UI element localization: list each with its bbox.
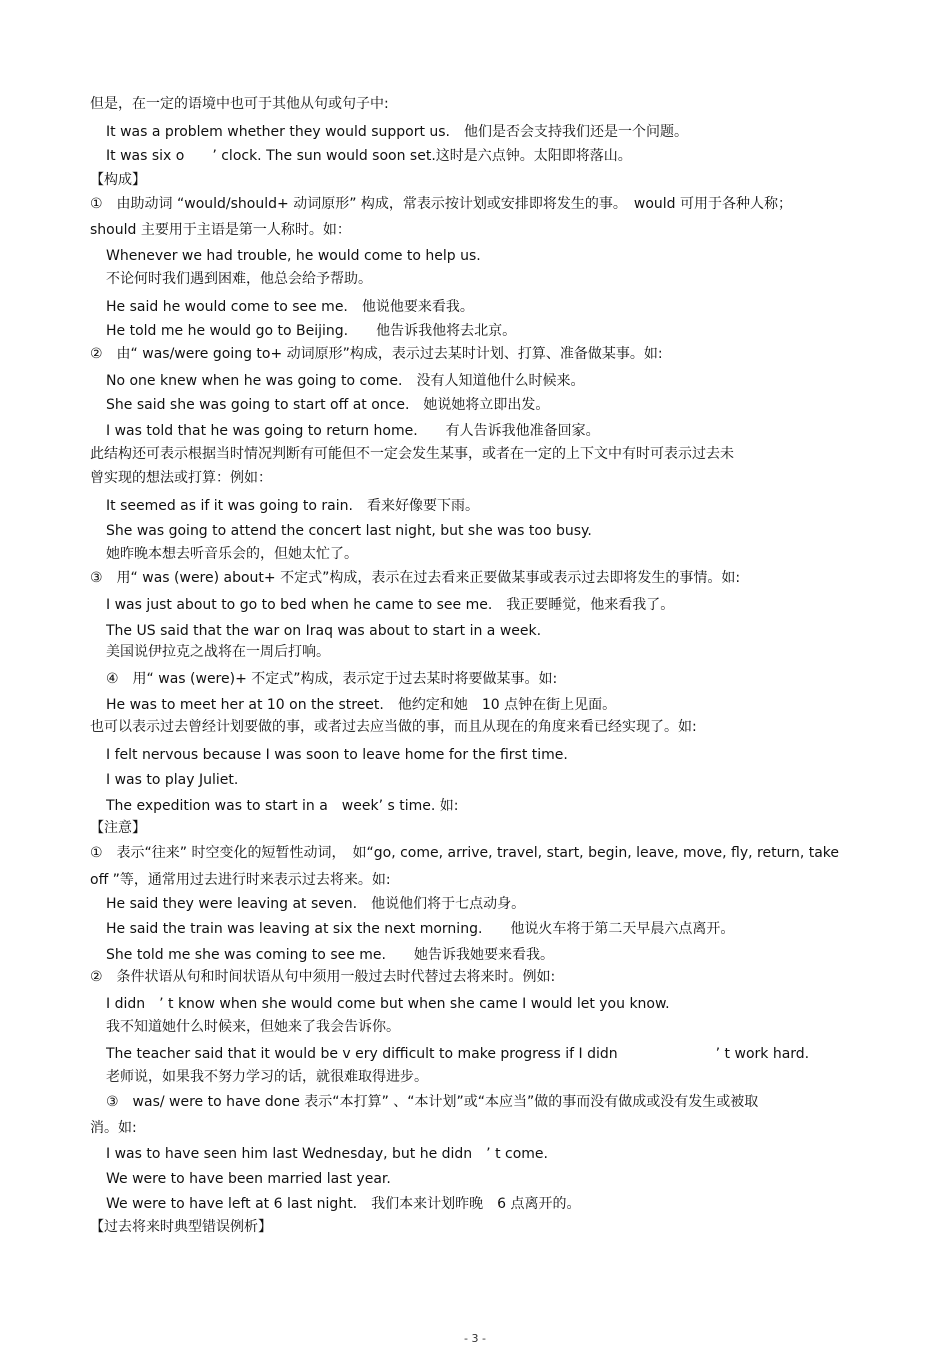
example-translation: 她昨晚本想去听音乐会的，但她太忙了。 — [106, 546, 358, 562]
paragraph-text: 此结构还可表示根据当时情况判断有可能但不一定会发生某事，或者在一定的上下文中有时可表示过去未 — [90, 446, 734, 462]
rule-text: ② 由“ was/were going to+ 动词原形”构成，表示过去某时计划、打算、准备做某事。如: — [90, 346, 663, 362]
example-sentence: I was to have seen him last Wednesday, but he didn ’ t come. — [106, 1146, 548, 1162]
rule-text: ③ 用“ was (were) about+ 不定式”构成，表示在过去看来正要做某事或表示过去即将发生的事情。如: — [90, 570, 741, 586]
rule-text: 消。如: — [90, 1120, 137, 1136]
example-translation: 美国说伊拉克之战将在一周后打响。 — [106, 644, 330, 660]
example-sentence: I felt nervous because I was soon to leave home for the first time. — [106, 747, 568, 763]
section-heading: 【过去将来时典型错误例析】 — [90, 1219, 272, 1235]
example-sentence: She said she was going to start off at once. 她说她将立即出发。 — [106, 397, 550, 413]
example-sentence: He was to meet her at 10 on the street. 他约定和她 10 点钟在街上见面。 — [106, 697, 617, 713]
example-sentence: He said the train was leaving at six the next morning. 他说火车将于第二天早晨六点离开。 — [106, 921, 735, 937]
rule-text: ④ 用“ was (were)+ 不定式”构成，表示定于过去某时将要做某事。如: — [106, 671, 558, 687]
example-sentence: It was six o ’ clock. The sun would soon set.这时是六点钟。太阳即将落山。 — [106, 148, 632, 164]
rule-text: ① 表示“往来” 时空变化的短暂性动词， 如“go, come, arrive, travel, start, begin, leave, move, fly, return, take — [90, 845, 840, 861]
example-sentence: She told me she was coming to see me. 她告诉我她要来看我。 — [106, 947, 554, 963]
example-translation: 不论何时我们遇到困难，他总会给予帮助。 — [106, 271, 372, 287]
paragraph-text: 曾实现的想法或打算：例如： — [90, 470, 272, 486]
example-sentence: I was just about to go to bed when he came to see me. 我正要睡觉，他来看我了。 — [106, 597, 675, 613]
rule-text: should 主要用于主语是第一人称时。如： — [90, 222, 351, 238]
example-sentence: I was told that he was going to return home. 有人告诉我他准备回家。 — [106, 423, 600, 439]
rule-text: ② 条件状语从句和时间状语从句中须用一般过去时代替过去将来时。例如: — [90, 969, 556, 985]
example-sentence: Whenever we had trouble, he would come to help us. — [106, 248, 481, 264]
example-sentence: He told me he would go to Beijing. 他告诉我他将去北京。 — [106, 323, 517, 339]
example-sentence: We were to have left at 6 last night. 我们本来计划昨晚 6 点离开的。 — [106, 1196, 581, 1212]
section-heading: 【注意】 — [90, 820, 146, 836]
example-sentence: He said they were leaving at seven. 他说他们将于七点动身。 — [106, 896, 526, 912]
page-number: - 3 - — [464, 1332, 486, 1345]
example-sentence: The expedition was to start in a week’ s time. 如: — [106, 798, 459, 814]
example-sentence: The teacher said that it would be v ery difficult to make progress if I didn ’ t work hard. — [106, 1046, 810, 1062]
example-sentence: It seemed as if it was going to rain. 看来好像要下雨。 — [106, 498, 479, 514]
rule-text: off ”等，通常用过去进行时来表示过去将来。如: — [90, 872, 391, 888]
example-sentence: We were to have been married last year. — [106, 1171, 391, 1187]
example-translation: 我不知道她什么时候来，但她来了我会告诉你。 — [106, 1019, 400, 1035]
example-translation: 老师说，如果我不努力学习的话，就很难取得进步。 — [106, 1069, 428, 1085]
paragraph-text: 也可以表示过去曾经计划要做的事，或者过去应当做的事，而且从现在的角度来看已经实现了。如: — [90, 719, 697, 735]
example-sentence: He said he would come to see me. 他说他要来看我。 — [106, 299, 474, 315]
example-sentence: The US said that the war on Iraq was about to start in a week. — [106, 623, 542, 639]
paragraph-text: 但是，在一定的语境中也可于其他从句或句子中: — [90, 96, 389, 112]
example-sentence: It was a problem whether they would support us. 他们是否会支持我们还是一个问题。 — [106, 124, 689, 140]
example-sentence: She was going to attend the concert last night, but she was too busy. — [106, 523, 592, 539]
example-sentence: I didn ’ t know when she would come but when she came I would let you know. — [106, 996, 670, 1012]
section-heading: 【构成】 — [90, 172, 146, 188]
example-sentence: I was to play Juliet. — [106, 772, 239, 788]
example-sentence: No one knew when he was going to come. 没有人知道他什么时候来。 — [106, 373, 585, 389]
rule-text: ③ was/ were to have done 表示“本打算” 、“本计划”或“本应当”做的事而没有做成或没有发生或被取 — [106, 1094, 759, 1110]
rule-text: ① 由助动词 “would/should+ 动词原形” 构成，常表示按计划或安排即将发生的事。 would 可用于各种人称； — [90, 196, 793, 212]
